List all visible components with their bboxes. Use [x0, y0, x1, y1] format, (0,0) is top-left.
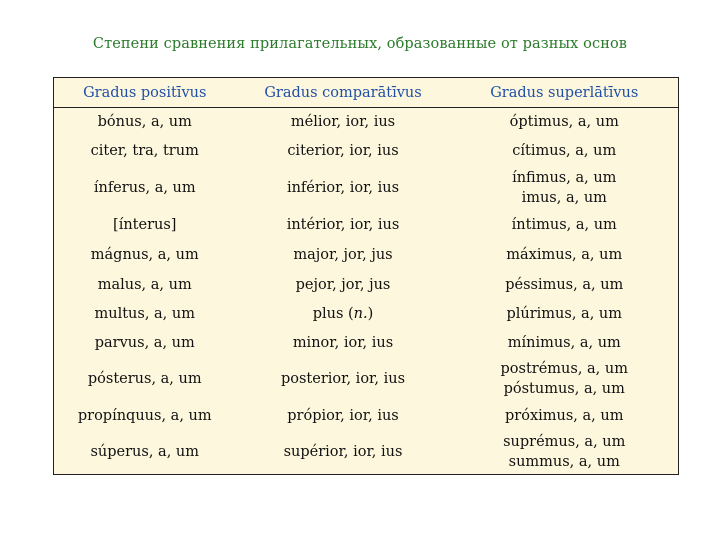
comparativus-cell: supérior, ior, ius: [283, 444, 403, 460]
adjective-degrees-table: [53, 77, 679, 475]
table-row: [54, 166, 679, 210]
comparativus-text-end: ): [367, 305, 374, 322]
positivus-cell: propínquus, a, um: [77, 407, 212, 424]
table-row: [54, 401, 679, 430]
positivus-cell: citer, tra, trum: [90, 143, 199, 159]
table-row: [54, 136, 679, 166]
positivus-cell: mágnus, a, um: [90, 247, 199, 263]
superlativus-cell: cítimus, a, um: [512, 143, 617, 159]
positivus-cell: súperus, a, um: [90, 444, 200, 460]
comparativus-cell: mélior, ior, ius: [290, 114, 396, 130]
slide-title: Степени сравнения прилагательных, образованные от разных основ: [92, 36, 628, 52]
superlativus-line: postrémus, a, um: [500, 361, 628, 377]
comparativus-cell: major, jor, jus: [293, 247, 393, 263]
positivus-cell: pósterus, a, um: [87, 371, 202, 387]
superlativus-cell: [451, 357, 679, 401]
superlativus-cell: [451, 430, 679, 475]
table-header-row: [54, 78, 679, 108]
superlativus-line: imus, a, um: [521, 190, 607, 206]
positivus-cell: [ínterus]: [113, 217, 177, 233]
table-row: [54, 108, 679, 137]
superlativus-line: summus, a, um: [508, 454, 620, 470]
superlativus-cell: próximus, a, um: [505, 407, 624, 424]
header-positivus: Gradus positīvus: [54, 78, 236, 108]
superlativus-cell: plúrimus, a, um: [506, 305, 623, 322]
superlativus-cell: óptimus, a, um: [509, 114, 619, 130]
table-row: [54, 210, 679, 240]
positivus-cell: ínferus, a, um: [93, 180, 196, 196]
comparativus-cell: [236, 299, 451, 328]
superlativus-line: póstumus, a, um: [503, 381, 625, 397]
comparativus-cell: própior, ior, ius: [287, 407, 399, 424]
table-row: [54, 357, 679, 401]
comparativus-text: plus (: [312, 305, 354, 322]
header-comparativus: Gradus comparātīvus: [236, 78, 451, 108]
table-row: [54, 430, 679, 475]
comparativus-cell: minor, ior, ius: [292, 334, 394, 351]
table-row: [54, 299, 679, 328]
neuter-abbreviation: n.: [353, 305, 368, 322]
positivus-cell: multus, a, um: [94, 305, 195, 322]
superlativus-cell: mínimus, a, um: [507, 334, 621, 351]
superlativus-line: ínfimus, a, um: [512, 170, 617, 186]
superlativus-cell: máximus, a, um: [506, 247, 623, 263]
superlativus-cell: íntimus, a, um: [511, 217, 617, 233]
positivus-cell: malus, a, um: [97, 276, 192, 293]
superlativus-cell: [451, 166, 679, 210]
superlativus-cell: péssimus, a, um: [505, 276, 624, 293]
comparativus-cell: intérior, ior, ius: [286, 217, 400, 233]
header-superlativus: Gradus superlātīvus: [451, 78, 679, 108]
comparativus-cell: pejor, jor, jus: [295, 276, 391, 293]
superlativus-line: suprémus, a, um: [503, 434, 626, 450]
comparativus-cell: posterior, ior, ius: [280, 371, 406, 387]
comparativus-cell: citerior, ior, ius: [287, 143, 399, 159]
positivus-cell: bónus, a, um: [97, 114, 192, 130]
table-row: [54, 240, 679, 270]
comparativus-cell: inférior, ior, ius: [286, 180, 400, 196]
table-row: [54, 328, 679, 357]
positivus-cell: parvus, a, um: [94, 334, 195, 351]
table-row: [54, 270, 679, 299]
